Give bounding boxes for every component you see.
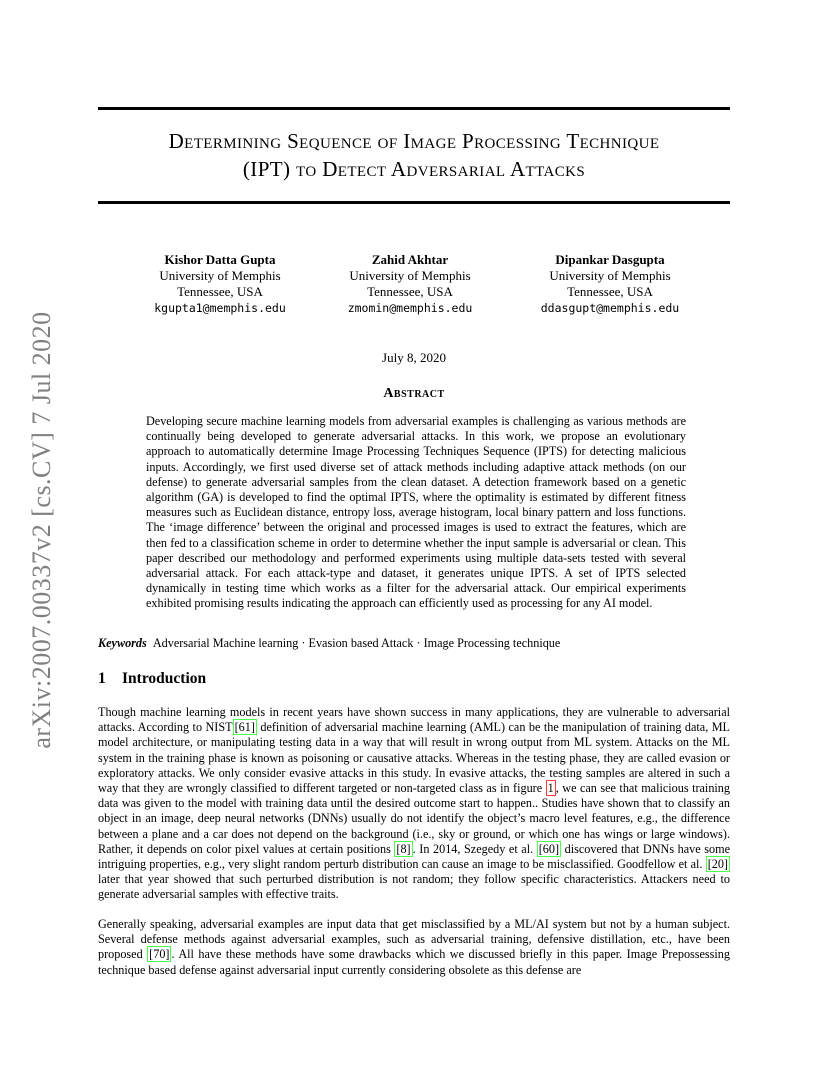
author-block-1 bbox=[135, 252, 305, 316]
arxiv-id: arXiv:2007.00337v2 [cs.CV] 7 Jul 2020 bbox=[27, 311, 56, 749]
author-email[interactable]: zmomin@memphis.edu bbox=[347, 301, 473, 315]
paper-title bbox=[60, 127, 768, 183]
author-affiliation: University of Memphis bbox=[159, 268, 281, 283]
title-line-2: (IPT) to Detect Adversarial Attacks bbox=[242, 157, 586, 181]
text-run: Generally speaking, adversarial examples are input data that get misclassified by a ML/AI system but not by a human subject. Several defense methods against adversarial examples, such as adversarial training, defensive distillation, etc., have been proposed bbox=[98, 917, 730, 962]
text-run: . In 2014, Szegedy et al. bbox=[412, 841, 537, 856]
author-name: Zahid Akhtar bbox=[371, 252, 449, 267]
intro-paragraph-2 bbox=[98, 917, 730, 978]
author-location: Tennessee, USA bbox=[367, 284, 453, 299]
author-location: Tennessee, USA bbox=[567, 284, 653, 299]
author-email[interactable]: kgupta1@memphis.edu bbox=[154, 301, 286, 315]
author-name: Dipankar Dasgupta bbox=[555, 252, 665, 267]
section-number: 1 bbox=[98, 670, 106, 687]
author-affiliation: University of Memphis bbox=[549, 268, 671, 283]
author-block-2 bbox=[325, 252, 495, 316]
author-name: Kishor Datta Gupta bbox=[164, 252, 276, 267]
keywords-label: Keywords bbox=[98, 636, 147, 650]
text-run: later that year showed that such perturbed distribution is not random; they follow specific characteristics. Attackers need to generate adversarial samples with effective traits. bbox=[98, 872, 730, 902]
section-title: Introduction bbox=[122, 670, 207, 687]
figure-link[interactable]: 1 bbox=[547, 781, 554, 796]
author-affiliation: University of Memphis bbox=[349, 268, 471, 283]
author-email[interactable]: ddasgupt@memphis.edu bbox=[540, 301, 680, 315]
title-rule-bottom bbox=[98, 201, 730, 204]
title-rule-top bbox=[98, 107, 730, 110]
paper-date: July 8, 2020 bbox=[382, 350, 446, 365]
citation-link[interactable]: [8] bbox=[396, 841, 411, 856]
text-run: . All have these methods have some drawbacks which we discussed briefly in this paper. Image Prepossessing technique based defense against adversarial input currently considering obsolete as this defense are bbox=[98, 947, 730, 977]
citation-link[interactable]: [61] bbox=[234, 720, 255, 735]
abstract-heading: Abstract bbox=[383, 386, 445, 401]
title-line-1: Determining Sequence of Image Processing Technique bbox=[168, 129, 660, 153]
author-block-3 bbox=[520, 252, 700, 316]
citation-link[interactable]: [60] bbox=[538, 841, 560, 856]
intro-paragraph-1 bbox=[98, 705, 730, 903]
text-run: Though machine learning models in recent years have shown success in many applications, they are vulnerable to adversarial attacks. According to NIST bbox=[98, 705, 730, 735]
author-location: Tennessee, USA bbox=[177, 284, 263, 299]
text-run: , we can see that malicious training data was given to the model with training data until the desired outcome start to happen.. Studies have shown that to classify an object in an image, deep neural networks (DNNs) usually do not identify the object’s macro level features, e.g., the difference between a plane and a car does not depend on the background (i.e., sky or ground, or which one has wings or large windows). Rather, it depends on color pixel values at certain positions bbox=[98, 781, 730, 856]
text-run: definition of adversarial machine learning (AML) can be the manipulation of training data, ML model architecture, or manipulating testing data in a way that will result in wrong output from ML system. Attacks on the ML system in the training phase is known as poisoning or causative attacks. Whereas in the testing phase, they are called evasion or exploratory attacks. We only consider evasive attacks in this study. In evasive attacks, the testing samples are altered in such a way that they are wrongly classified to different targeted or non-targeted class as in figure bbox=[98, 720, 731, 796]
abstract-text: Developing secure machine learning models from adversarial examples is challenging as various methods are continually being developed to generate adversarial attacks. In this work, we propose an evolutionary approach to automatically determine Image Processing Techniques Sequence (IPTS) for detecting malicious inputs. Accordingly, we first used diverse set of attack methods including adaptive attack methods (on our defense) to generate adversarial samples from the clean dataset. A detection framework based on a genetic algorithm (GA) is developed to find the optimal IPTS, where the optimality is estimated by different fitness measures such as Euclidean distance, entropy loss, average histogram, local binary pattern and loss functions. The ‘image difference’ between the original and processed images is used to extract the features, which are then fed to a classification scheme in order to determine whether the input sample is adversarial or clean. This paper described our methodology and performed experiments using multiple data-sets tested with several adversarial attack. For each attack-type and dataset, it generates unique IPTS. A set of IPTS selected dynamically in testing time which works as a filter for the adversarial attack. Our empirical experiments exhibited promising results indicating the approach can efficiently used as processing for any AI model. bbox=[146, 414, 686, 611]
citation-link[interactable]: [20] bbox=[707, 857, 728, 872]
keywords bbox=[98, 636, 730, 651]
text-run: discovered that DNNs have some intriguing properties, e.g., very slight random perturb distribution can cause an image to be misclassified. Goodfellow et al. bbox=[98, 841, 730, 872]
section-heading-introduction bbox=[98, 670, 206, 688]
citation-link[interactable]: [70] bbox=[149, 947, 170, 962]
keywords-text: Adversarial Machine learning · Evasion based Attack · Image Processing technique bbox=[152, 636, 561, 650]
